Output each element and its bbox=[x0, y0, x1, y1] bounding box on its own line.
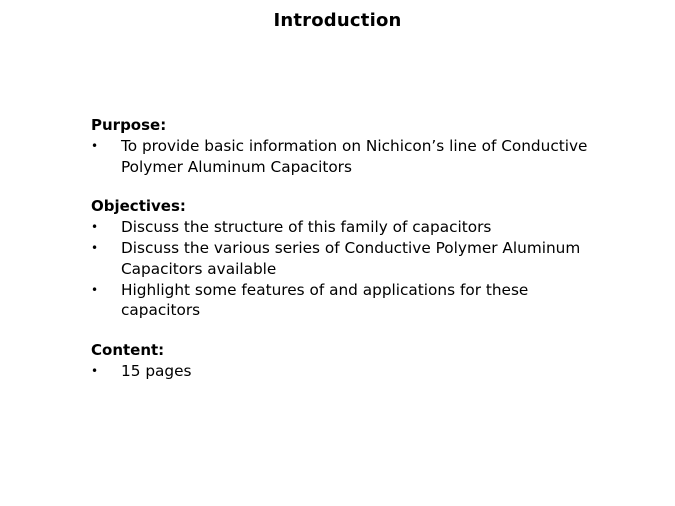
list-item-text: Highlight some features of and applications for these capacitors bbox=[121, 280, 529, 320]
bullet-list bbox=[91, 136, 611, 177]
bullet-icon: • bbox=[91, 363, 99, 378]
content-section bbox=[91, 340, 611, 382]
list-item bbox=[91, 361, 611, 382]
bullet-icon: • bbox=[91, 220, 99, 235]
bullet-icon: • bbox=[91, 139, 99, 153]
bullet-list bbox=[91, 361, 611, 382]
bullet-icon: • bbox=[91, 282, 99, 297]
purpose-section bbox=[91, 115, 611, 177]
page-title: Introduction bbox=[273, 10, 402, 31]
list-item bbox=[91, 280, 611, 321]
content-body bbox=[91, 115, 611, 401]
list-item-text: Discuss the structure of this family of capacitors bbox=[121, 218, 492, 237]
objectives-section bbox=[91, 196, 611, 321]
list-item bbox=[91, 217, 611, 238]
list-item-text: 15 pages bbox=[121, 361, 192, 380]
section-heading: Objectives: bbox=[91, 197, 186, 216]
bullet-icon: • bbox=[91, 241, 99, 256]
list-item bbox=[91, 238, 611, 279]
list-item-text: Discuss the various series of Conductive Polymer Aluminum Capacitors available bbox=[121, 239, 581, 278]
section-heading: Content: bbox=[91, 340, 165, 359]
section-heading: Purpose: bbox=[91, 116, 167, 134]
list-item bbox=[91, 136, 611, 177]
list-item-text: To provide basic information on Nichicon’s line of Conductive Polymer Aluminum Capacitors bbox=[121, 137, 588, 176]
bullet-list bbox=[91, 217, 611, 321]
